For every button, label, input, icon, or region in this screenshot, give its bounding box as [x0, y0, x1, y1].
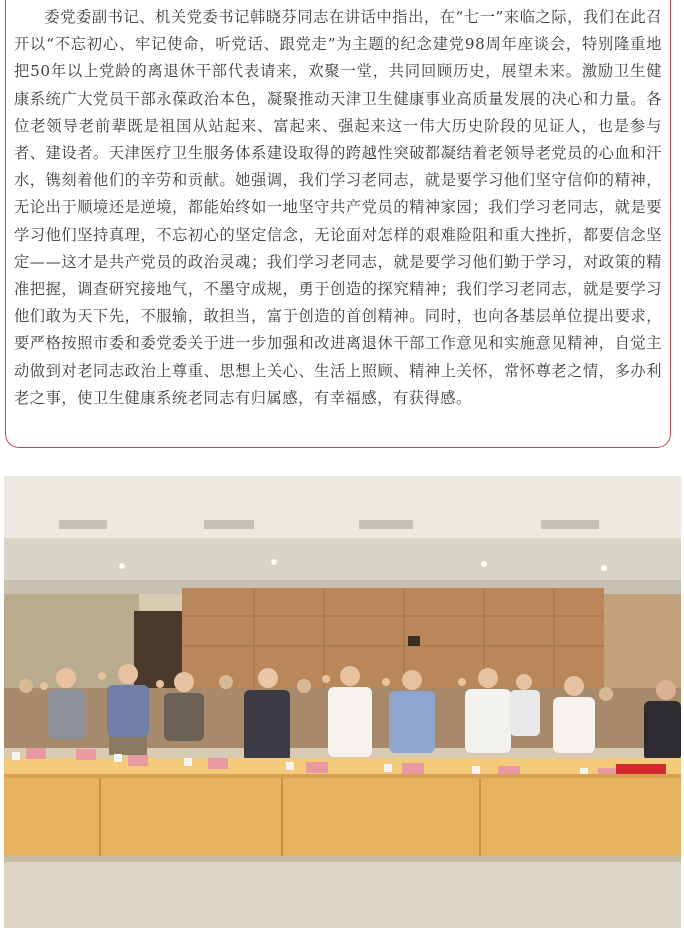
ceiling-light — [271, 559, 277, 565]
ceiling-light — [481, 561, 487, 567]
wall-speaker — [408, 636, 420, 646]
carpet-floor — [4, 856, 681, 928]
ceiling-light — [119, 563, 125, 569]
air-vent — [541, 520, 599, 529]
ceiling-lower — [4, 538, 681, 580]
meeting-photo-illustration — [4, 476, 681, 928]
article-frame — [5, 0, 671, 448]
table-front — [4, 774, 681, 856]
wood-wall — [182, 588, 604, 688]
tablecloth — [4, 758, 681, 776]
air-vent — [204, 520, 254, 529]
ceiling-light — [601, 565, 607, 571]
air-vent — [59, 520, 107, 529]
article-paragraph: 委党委副书记、机关党委书记韩晓芬同志在讲话中指出，在“七一”来临之际，我们在此召开以“不忘初心、牢记使命，听党话、跟党走”为主题的纪念建党98周年座谈会，特别隆重地把50年以上党龄的离退休干部代表请来，欢聚一堂，共同回顾历史，展望未来。激励卫生健康系统广大党员干部永葆政治本色，凝聚推动天津卫生健康事业高质量发展的决心和力量。各位老领导老前辈既是祖国从站起来、富起来、强起来这一伟大历史阶段的见证人，也是参与者、建设者。天津医疗卫生服务体系建设取得的跨越性突破都凝结着老领导老党员的心血和汗水，镌刻着他们的辛劳和贡献。她强调，我们学习老同志，就是要学习他们坚守信仰的精神，无论出于顺境还是逆境，都能始终如一地坚守共产党员的精神家园；我们学习老同志，就是要学习他们坚持真理，不忘初心的坚定信念，无论面对怎样的艰难险阻和重大挫折，都要信念坚定——这才是共产党员的政治灵魂；我们学习老同志，就是要学习他们勤于学习，对政策的精准把握，调查研究接地气，不墨守成规，勇于创造的探究精神；我们学习老同志，就是要学习他们敢为天下先，不服输，敢担当，富于创造的首创精神。同时，也向各基层单位提出要求，要严格按照市委和委党委关于进一步加强和改进离退休干部工作意见和实施意见精神，自觉主动做到对老同志政治上尊重、思想上关心、生活上照顾、精神上关怀，常怀尊老之情，多办利老之事，使卫生健康系统老同志有归属感，有幸福感，有获得感。 — [14, 8, 662, 407]
air-vent — [359, 520, 413, 529]
right-wall — [604, 594, 681, 694]
meeting-photo — [4, 476, 681, 928]
